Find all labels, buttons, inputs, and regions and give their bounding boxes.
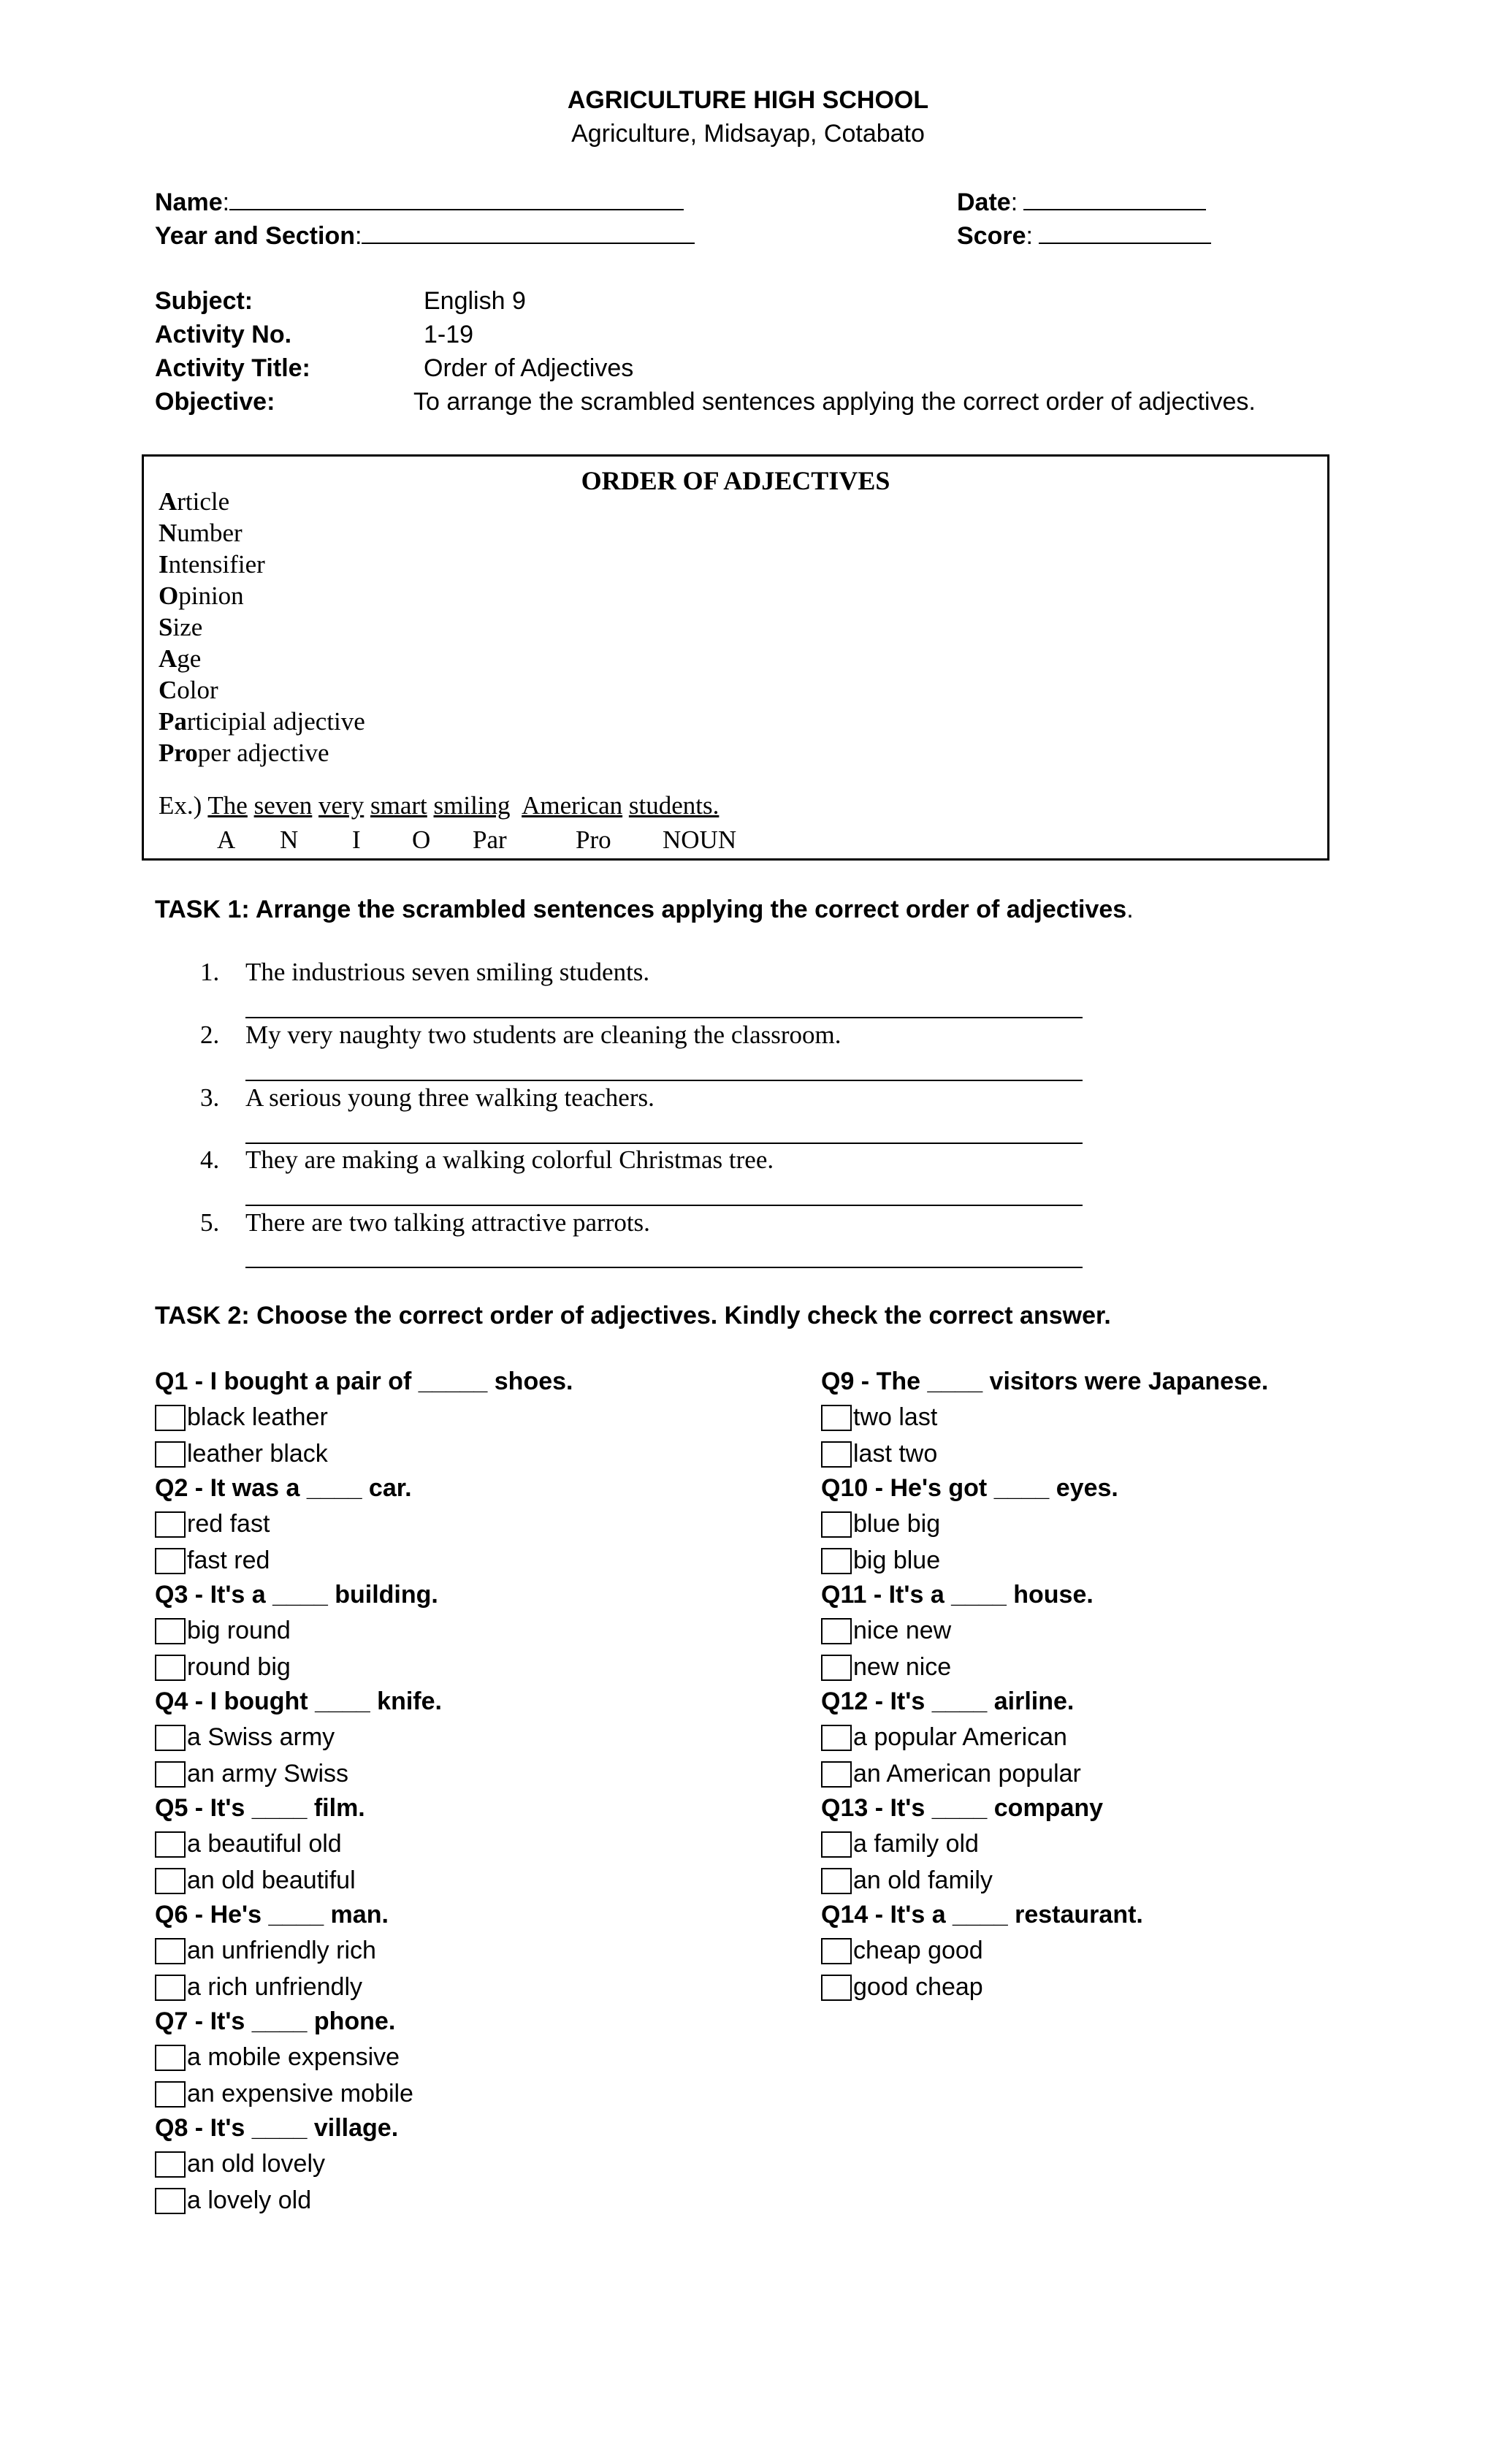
question-title: Q4 - I bought ____ knife. [155,1687,442,1715]
option-label: an old lovely [187,2150,326,2178]
year-section-label: Year and Section [155,222,355,250]
checkbox[interactable] [821,1725,852,1751]
objective-value: To arrange the scrambled sentences applying the correct order of adjectives. [413,388,1256,416]
question-title: Q6 - He's ____ man. [155,1901,389,1929]
checkbox[interactable] [155,2151,186,2178]
option [155,2080,413,2108]
option-label: round big [187,1653,291,1681]
task1-item-number: 2. [200,1021,220,1049]
option-label: an old beautiful [187,1866,356,1894]
checkbox[interactable] [155,1405,186,1431]
task1-answer-line[interactable] [245,1080,1083,1081]
year-section-row [155,222,695,251]
option [155,1973,362,2002]
option-label: an expensive mobile [187,2080,413,2108]
example-prefix: Ex.) [159,791,202,820]
option-label: an army Swiss [187,1760,349,1788]
question-title: Q12 - It's ____ airline. [821,1687,1075,1715]
activity-title-value: Order of Adjectives [424,354,634,382]
order-box-title: ORDER OF ADJECTIVES [581,466,890,495]
option [155,2150,325,2178]
question-title: Q3 - It's a ____ building. [155,1581,438,1609]
example-word: seven [253,791,313,820]
checkbox[interactable] [821,1868,852,1894]
example-abbr: N [280,825,299,854]
option-label: leather black [187,1440,328,1468]
checkbox[interactable] [155,2081,186,2108]
option [155,1403,328,1432]
task1-item-number: 4. [200,1145,220,1174]
question-title: Q5 - It's ____ film. [155,1794,365,1822]
adj-item-proper: Proper adjective [159,739,329,767]
option-label: a family old [853,1830,979,1858]
option [155,1440,328,1468]
option [821,1403,937,1432]
option [821,1617,951,1645]
option-label: an old family [853,1866,993,1894]
question-title: Q14 - It's a ____ restaurant. [821,1901,1143,1929]
question-title: Q11 - It's a ____ house. [821,1581,1094,1609]
option [155,1937,376,1965]
option-label: last two [853,1440,938,1468]
example-abbr: I [352,825,361,854]
option [821,1510,940,1538]
adj-item-number: Number [159,519,243,547]
example-abbr: O [412,825,431,854]
example-word: smiling [433,791,511,820]
example-word: very [318,791,365,820]
option-label: big blue [853,1546,941,1574]
name-colon: : [222,188,230,216]
task1-item-number: 1. [200,958,220,986]
option [821,1937,983,1965]
option [155,1723,335,1752]
checkbox[interactable] [155,1618,186,1644]
option [821,1866,993,1895]
option-label: cheap good [853,1937,983,1964]
option [821,1723,1067,1752]
question-title: Q9 - The ____ visitors were Japanese. [821,1368,1269,1395]
score-label: Score [957,222,1026,250]
option-label: big round [187,1617,291,1644]
option [155,1546,270,1575]
subject-label: Subject: [155,287,253,315]
example-word: American [522,791,623,820]
task1-answer-line[interactable] [245,1017,1083,1018]
option-label: an unfriendly rich [187,1937,376,1964]
example-abbr: NOUN [663,825,737,854]
checkbox[interactable] [821,1511,852,1538]
checkbox[interactable] [155,2188,186,2214]
order-of-adjectives-box [142,454,1329,861]
checkbox[interactable] [155,1868,186,1894]
option [155,1760,348,1788]
question-title: Q1 - I bought a pair of _____ shoes. [155,1368,573,1395]
task2-heading: TASK 2: Choose the correct order of adjectives. Kindly check the correct answer. [155,1302,1111,1330]
task1-item-text: The industrious seven smiling students. [245,958,650,986]
option [155,1866,356,1895]
score-field[interactable] [1039,224,1211,244]
adj-item-color: Color [159,676,218,704]
option [821,1653,951,1682]
task1-answer-line[interactable] [245,1205,1083,1206]
checkbox[interactable] [821,1405,852,1431]
date-label: Date [957,188,1011,216]
option [155,1617,291,1645]
option-label: red fast [187,1510,270,1538]
example-word: smart [370,791,427,820]
option [821,1760,1081,1788]
option-label: black leather [187,1403,328,1431]
option [155,2186,311,2215]
example-word: students. [628,791,720,820]
option-label: a Swiss army [187,1723,335,1751]
task1-item-text: There are two talking attractive parrots. [245,1208,650,1237]
adj-item-size: Size [159,613,203,641]
checkbox[interactable] [155,1655,186,1681]
activity-title-label: Activity Title: [155,354,310,382]
option [821,1830,979,1858]
adj-item-opinion: Opinion [159,581,244,610]
question-title: Q10 - He's got ____ eyes. [821,1474,1118,1502]
question-title: Q7 - It's ____ phone. [155,2007,396,2035]
example-abbr: A [217,825,236,854]
adj-item-participial: Participial adjective [159,707,365,736]
score-row [957,222,1211,251]
name-label: Name [155,188,223,216]
task1-heading: TASK 1: Arrange the scrambled sentences applying the correct order of adjectives. [155,896,1134,923]
option-label: new nice [853,1653,952,1681]
score-colon: : [1026,222,1033,250]
name-field[interactable] [229,190,684,210]
school-address: Agriculture, Midsayap, Cotabato [571,120,925,148]
task1-answer-line[interactable] [245,1267,1083,1268]
checkbox[interactable] [155,1511,186,1538]
example-abbr: Par [473,825,507,854]
option [821,1440,937,1468]
year-section-colon: : [355,222,362,250]
checkbox[interactable] [155,1975,186,2001]
date-field[interactable] [1023,190,1206,210]
option-label: a popular American [853,1723,1067,1751]
option [821,1973,983,2002]
checkbox[interactable] [821,1441,852,1468]
example-abbr: Pro [576,825,611,854]
activity-no-value: 1-19 [424,321,474,348]
checkbox[interactable] [155,1831,186,1858]
objective-label: Objective: [155,388,275,416]
school-name: AGRICULTURE HIGH SCHOOL [567,86,929,114]
checkbox[interactable] [155,2045,186,2071]
option [155,1830,342,1858]
option-label: a beautiful old [187,1830,342,1858]
checkbox[interactable] [155,1938,186,1964]
adj-item-article: Article [159,487,230,516]
option [821,1546,940,1575]
option-label: nice new [853,1617,952,1644]
option-label: a mobile expensive [187,2043,400,2071]
option-label: fast red [187,1546,270,1574]
checkbox[interactable] [155,1725,186,1751]
checkbox[interactable] [155,1761,186,1788]
task1-item-number: 3. [200,1083,220,1112]
date-row [957,188,1206,217]
question-title: Q2 - It was a ____ car. [155,1474,412,1502]
checkbox[interactable] [821,1831,852,1858]
adj-item-age: Age [159,644,202,673]
checkbox[interactable] [821,1975,852,2001]
date-colon: : [1010,188,1018,216]
option [155,1653,291,1682]
checkbox[interactable] [821,1761,852,1788]
checkbox[interactable] [155,1441,186,1468]
option-label: good cheap [853,1973,983,2001]
option-label: a lovely old [187,2186,312,2214]
option-label: blue big [853,1510,941,1538]
task1-item-text: A serious young three walking teachers. [245,1083,654,1112]
checkbox[interactable] [821,1548,852,1574]
option-label: two last [853,1403,938,1431]
name-row [155,188,684,217]
checkbox[interactable] [821,1938,852,1964]
subject-value: English 9 [424,287,526,315]
adj-item-intensifier: Intensifier [159,550,265,579]
activity-no-label: Activity No. [155,321,292,348]
task1-item-number: 5. [200,1208,220,1237]
year-section-field[interactable] [362,224,695,244]
checkbox[interactable] [821,1655,852,1681]
option-label: an American popular [853,1760,1081,1788]
task1-answer-line[interactable] [245,1143,1083,1144]
checkbox[interactable] [155,1548,186,1574]
option-label: a rich unfriendly [187,1973,363,2001]
task1-item-text: They are making a walking colorful Christmas tree. [245,1145,774,1174]
option [155,2043,400,2072]
example-sentence [159,791,719,820]
question-title: Q13 - It's ____ company [821,1794,1104,1822]
example-word: The [207,791,248,820]
option [155,1510,270,1538]
question-title: Q8 - It's ____ village. [155,2114,399,2142]
task1-item-text: My very naughty two students are cleaning the classroom. [245,1021,842,1049]
checkbox[interactable] [821,1618,852,1644]
